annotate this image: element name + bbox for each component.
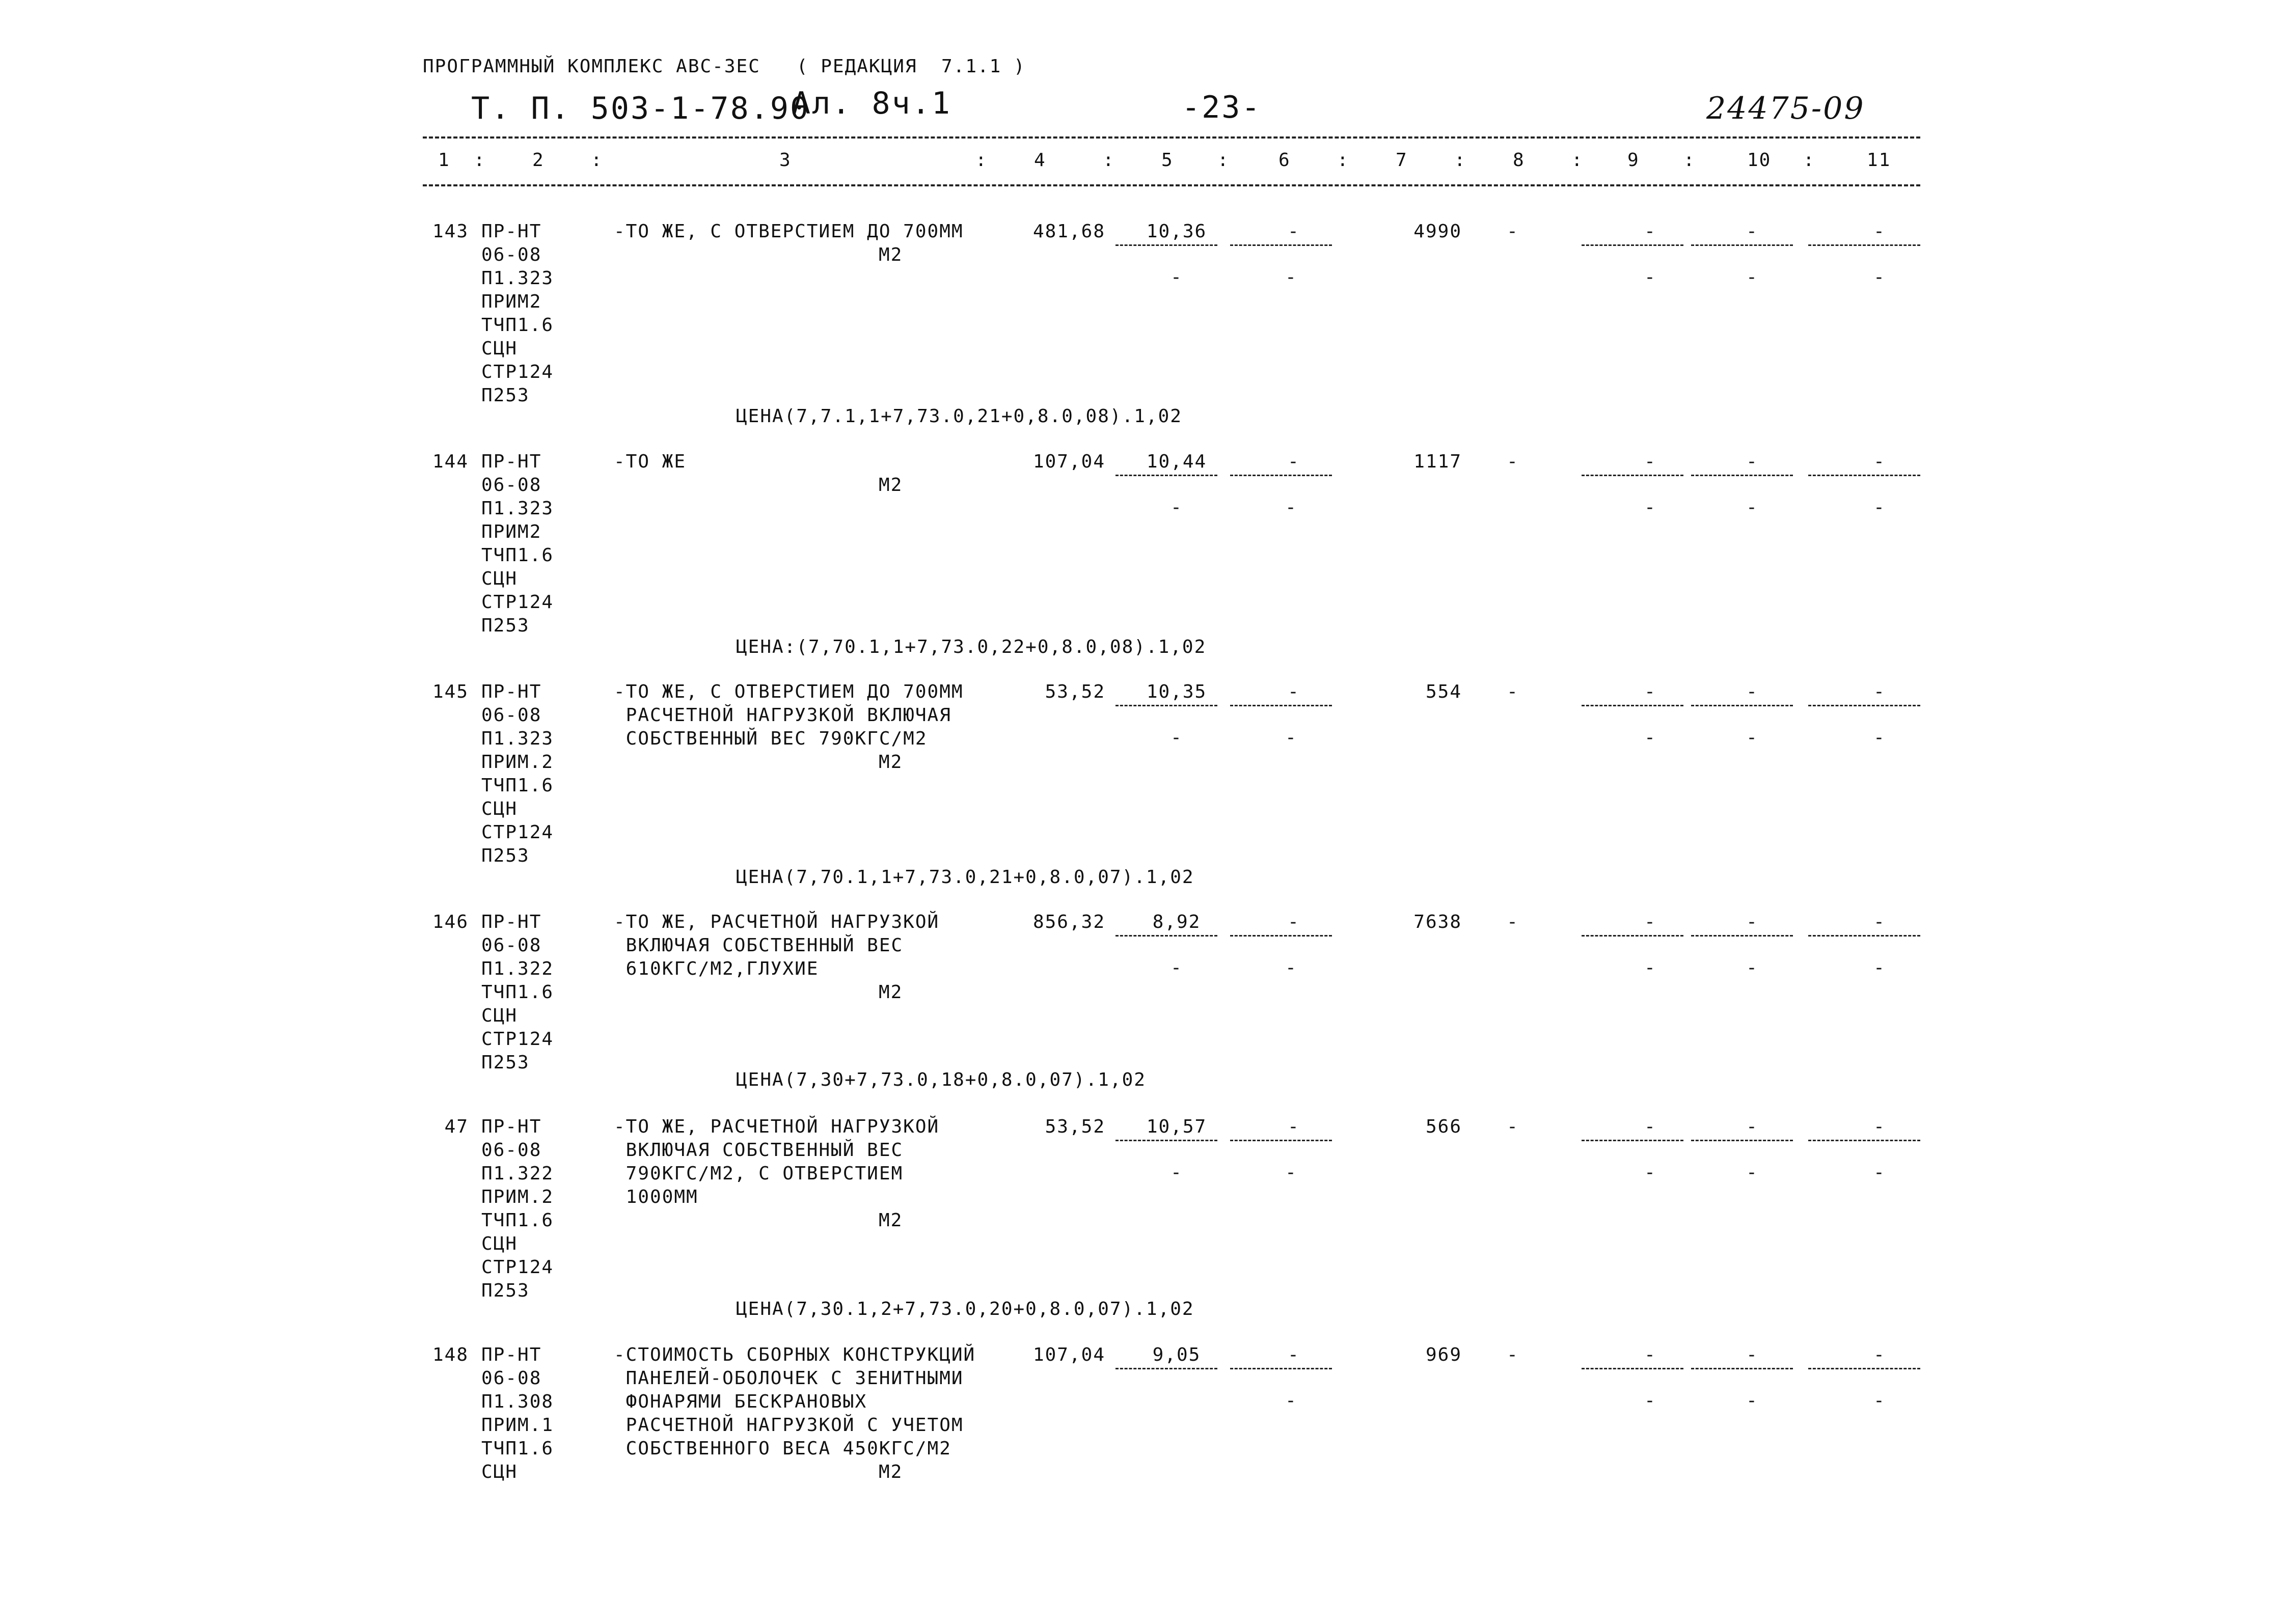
row-code: 06-08	[481, 705, 542, 726]
row-description: 790КГС/М2, С ОТВЕРСТИЕМ	[614, 1163, 904, 1184]
subtotal-rule-col11	[1808, 1140, 1920, 1141]
cell-col9: -	[1644, 451, 1656, 472]
row-code: 06-08	[481, 244, 542, 265]
subtotal-rule-col10	[1691, 1368, 1793, 1369]
row-description: ВКЛЮЧАЯ СОБСТВЕННЫЙ ВЕС	[614, 935, 904, 956]
column-separator: :	[1683, 150, 1696, 171]
row-description: -ТО ЖЕ	[614, 451, 687, 472]
row-number: 146	[432, 912, 469, 932]
row-code: П253	[481, 615, 530, 636]
row-code: ПР-НТ	[481, 221, 542, 242]
row-code: П253	[481, 385, 530, 406]
cell-col8: -	[1507, 451, 1519, 472]
row-description: -ТО ЖЕ, С ОТВЕРСТИЕМ ДО 700ММ	[614, 681, 964, 702]
subtotal-rule-col10	[1691, 1140, 1793, 1141]
subtotal-rule-col9	[1582, 475, 1683, 476]
subtotal-col11: -	[1873, 267, 1886, 288]
row-code: ПРИМ.1	[481, 1415, 554, 1436]
subtotal-col5: -	[1171, 957, 1183, 978]
subtotal-col9: -	[1644, 957, 1656, 978]
row-code: ПРИМ2	[481, 291, 542, 312]
column-separator: :	[975, 150, 988, 171]
column-separator: :	[1571, 150, 1584, 171]
price-formula: ЦЕНА(7,7.1,1+7,73.0,21+0,8.0,08).1,02	[736, 406, 1182, 427]
cell-col9: -	[1644, 681, 1656, 702]
cell-col7: 554	[1425, 681, 1462, 702]
subtotal-col9: -	[1644, 727, 1656, 748]
row-code: СЦН	[481, 1233, 518, 1254]
row-code: ПР-НТ	[481, 451, 542, 472]
subtotal-col6: -	[1285, 957, 1297, 978]
subtotal-col10: -	[1746, 727, 1758, 748]
cell-col8: -	[1507, 221, 1519, 242]
subtotal-rule-col9	[1582, 935, 1683, 937]
row-code: СТР124	[481, 822, 554, 843]
column-header-7: 7	[1396, 150, 1408, 171]
subtotal-rule-col6	[1230, 244, 1332, 246]
row-code: 06-08	[481, 935, 542, 956]
subtotal-col11: -	[1873, 727, 1886, 748]
row-unit: М2	[879, 1210, 903, 1231]
subtotal-col10: -	[1746, 497, 1758, 518]
price-formula: ЦЕНА(7,70.1,1+7,73.0,21+0,8.0,07).1,02	[736, 867, 1194, 888]
subtotal-col9: -	[1644, 1162, 1656, 1183]
cell-col4: 481,68	[1032, 221, 1105, 242]
subtotal-col5: -	[1171, 1162, 1183, 1183]
subtotal-rule-col9	[1582, 1368, 1683, 1369]
cell-col7: 969	[1425, 1344, 1462, 1365]
subtotal-rule-col11	[1808, 475, 1920, 476]
row-code: П1.322	[481, 958, 554, 979]
cell-col8: -	[1507, 681, 1519, 702]
project-code: Т. П. 503-1-78.90	[471, 91, 810, 126]
row-code: П1.308	[481, 1391, 554, 1412]
column-header-2: 2	[532, 150, 545, 171]
row-code: П1.322	[481, 1163, 554, 1184]
row-unit: М2	[879, 982, 903, 1003]
subtotal-col11: -	[1873, 1390, 1886, 1411]
subtotal-rule-col10	[1691, 935, 1793, 937]
row-unit: М2	[879, 1462, 903, 1482]
subtotal-rule-col6	[1230, 1140, 1332, 1141]
row-code: ТЧП1.6	[481, 545, 554, 566]
cell-col5: 10,36	[1146, 221, 1207, 242]
cell-col7: 7638	[1413, 912, 1462, 932]
subtotal-rule-col5	[1115, 1140, 1217, 1141]
cell-col11: -	[1873, 1116, 1886, 1137]
row-unit: М2	[879, 752, 903, 773]
row-code: СТР124	[481, 1257, 554, 1278]
cell-col6: -	[1288, 451, 1300, 472]
row-description: -ТО ЖЕ, РАСЧЕТНОЙ НАГРУЗКОЙ	[614, 912, 940, 932]
row-code: СТР124	[481, 592, 554, 613]
subtotal-rule-col11	[1808, 1368, 1920, 1369]
row-description: РАСЧЕТНОЙ НАГРУЗКОЙ С УЧЕТОМ	[614, 1415, 964, 1436]
row-code: П1.323	[481, 268, 554, 289]
cell-col8: -	[1507, 1344, 1519, 1365]
column-header-3: 3	[779, 150, 792, 171]
row-code: ПРИМ.2	[481, 1187, 554, 1207]
row-code: ПР-НТ	[481, 1116, 542, 1137]
subtotal-rule-col5	[1115, 705, 1217, 706]
subtotal-col9: -	[1644, 1390, 1656, 1411]
column-header-5: 5	[1161, 150, 1174, 171]
subtotal-rule-col5	[1115, 244, 1217, 246]
cell-col6: -	[1288, 221, 1300, 242]
subtotal-col11: -	[1873, 1162, 1886, 1183]
price-formula: ЦЕНА(7,30.1,2+7,73.0,20+0,8.0,07).1,02	[736, 1299, 1194, 1319]
row-code: СТР124	[481, 1029, 554, 1050]
cell-col10: -	[1746, 912, 1758, 932]
cell-col4: 107,04	[1032, 451, 1105, 472]
row-description: СОБСТВЕННОГО ВЕСА 450КГС/М2	[614, 1438, 951, 1459]
cell-col6: -	[1288, 1344, 1300, 1365]
column-header-6: 6	[1278, 150, 1291, 171]
row-code: П1.323	[481, 498, 554, 519]
cell-col9: -	[1644, 912, 1656, 932]
subtotal-rule-col9	[1582, 244, 1683, 246]
row-code: СЦН	[481, 1005, 518, 1026]
cell-col9: -	[1644, 1344, 1656, 1365]
subtotal-col10: -	[1746, 267, 1758, 288]
row-code: 06-08	[481, 1368, 542, 1389]
subtotal-rule-col9	[1582, 705, 1683, 706]
cell-col11: -	[1873, 221, 1886, 242]
row-description: ПАНЕЛЕЙ-ОБОЛОЧЕК С ЗЕНИТНЫМИ	[614, 1368, 964, 1389]
cell-col10: -	[1746, 1344, 1758, 1365]
cell-col5: 10,44	[1146, 451, 1207, 472]
row-code: 06-08	[481, 1140, 542, 1161]
row-code: ТЧП1.6	[481, 1438, 554, 1459]
cell-col8: -	[1507, 1116, 1519, 1137]
cell-col10: -	[1746, 451, 1758, 472]
cell-col7: 1117	[1413, 451, 1462, 472]
archive-number: 24475-09	[1706, 91, 1865, 126]
subtotal-col11: -	[1873, 957, 1886, 978]
row-code: СТР124	[481, 362, 554, 382]
cell-col4: 53,52	[1045, 681, 1105, 702]
row-code: 06-08	[481, 475, 542, 496]
column-separator: :	[1103, 150, 1115, 171]
subtotal-col6: -	[1285, 1390, 1297, 1411]
subtotal-rule-col10	[1691, 244, 1793, 246]
subtotal-col5: -	[1171, 267, 1183, 288]
row-description: 1000ММ	[614, 1187, 698, 1207]
row-number: 47	[444, 1116, 469, 1137]
subtotal-rule-col6	[1230, 935, 1332, 937]
row-code: СЦН	[481, 338, 518, 359]
cell-col5: 9,05	[1152, 1344, 1201, 1365]
subtotal-col10: -	[1746, 957, 1758, 978]
row-unit: М2	[879, 475, 903, 496]
row-description: РАСЧЕТНОЙ НАГРУЗКОЙ ВКЛЮЧАЯ	[614, 705, 951, 726]
subtotal-col5: -	[1171, 497, 1183, 518]
header-rule-bottom	[423, 184, 1920, 186]
row-code: ТЧП1.6	[481, 775, 554, 796]
subtotal-col6: -	[1285, 727, 1297, 748]
row-code: ТЧП1.6	[481, 1210, 554, 1231]
row-unit: М2	[879, 244, 903, 265]
cell-col7: 4990	[1413, 221, 1462, 242]
cell-col5: 10,35	[1146, 681, 1207, 702]
cell-col10: -	[1746, 681, 1758, 702]
column-header-10: 10	[1747, 150, 1772, 171]
column-separator: :	[1217, 150, 1230, 171]
column-header-4: 4	[1034, 150, 1046, 171]
cell-col4: 53,52	[1045, 1116, 1105, 1137]
row-code: П253	[481, 1280, 530, 1301]
row-description: -ТО ЖЕ, РАСЧЕТНОЙ НАГРУЗКОЙ	[614, 1116, 940, 1137]
cell-col8: -	[1507, 912, 1519, 932]
row-code: П253	[481, 845, 530, 866]
subtotal-col6: -	[1285, 497, 1297, 518]
column-header-1: 1	[438, 150, 450, 171]
cell-col4: 856,32	[1032, 912, 1105, 932]
cell-col6: -	[1288, 681, 1300, 702]
column-separator: :	[474, 150, 486, 171]
row-description: ФОНАРЯМИ БЕСКРАНОВЫХ	[614, 1391, 867, 1412]
cell-col11: -	[1873, 1344, 1886, 1365]
cell-col9: -	[1644, 221, 1656, 242]
row-description: ВКЛЮЧАЯ СОБСТВЕННЫЙ ВЕС	[614, 1140, 904, 1161]
cell-col5: 10,57	[1146, 1116, 1207, 1137]
column-header-11: 11	[1867, 150, 1891, 171]
row-code: ПРИМ2	[481, 521, 542, 542]
page-number: -23-	[1182, 90, 1262, 125]
album-label: Ал. 8ч.1	[792, 86, 951, 121]
price-formula: ЦЕНА(7,30+7,73.0,18+0,8.0,07).1,02	[736, 1069, 1146, 1090]
row-description: -ТО ЖЕ, С ОТВЕРСТИЕМ ДО 700ММ	[614, 221, 964, 242]
column-separator: :	[1337, 150, 1349, 171]
subtotal-col10: -	[1746, 1390, 1758, 1411]
row-number: 148	[432, 1344, 469, 1365]
cell-col4: 107,04	[1032, 1344, 1105, 1365]
subtotal-rule-col5	[1115, 475, 1217, 476]
row-code: ПР-НТ	[481, 912, 542, 932]
row-description: 610КГС/М2,ГЛУХИЕ	[614, 958, 819, 979]
subtotal-col11: -	[1873, 497, 1886, 518]
subtotal-col6: -	[1285, 267, 1297, 288]
cell-col7: 566	[1425, 1116, 1462, 1137]
subtotal-rule-col5	[1115, 1368, 1217, 1369]
subtotal-col10: -	[1746, 1162, 1758, 1183]
row-number: 145	[432, 681, 469, 702]
row-code: П1.323	[481, 728, 554, 749]
column-separator: :	[591, 150, 603, 171]
subtotal-rule-col6	[1230, 475, 1332, 476]
row-code: ТЧП1.6	[481, 982, 554, 1003]
row-code: ТЧП1.6	[481, 315, 554, 336]
row-code: СЦН	[481, 568, 518, 589]
subtotal-col6: -	[1285, 1162, 1297, 1183]
subtotal-rule-col9	[1582, 1140, 1683, 1141]
cell-col11: -	[1873, 912, 1886, 932]
cell-col10: -	[1746, 221, 1758, 242]
subtotal-rule-col6	[1230, 705, 1332, 706]
subtotal-rule-col6	[1230, 1368, 1332, 1369]
row-number: 144	[432, 451, 469, 472]
row-code: ПР-НТ	[481, 1344, 542, 1365]
subtotal-rule-col5	[1115, 935, 1217, 937]
subtotal-rule-col10	[1691, 705, 1793, 706]
cell-col11: -	[1873, 681, 1886, 702]
cell-col10: -	[1746, 1116, 1758, 1137]
subtotal-rule-col11	[1808, 244, 1920, 246]
subtotal-rule-col10	[1691, 475, 1793, 476]
price-formula: ЦЕНА:(7,70.1,1+7,73.0,22+0,8.0,08).1,02	[736, 637, 1207, 657]
program-title: ПРОГРАММНЫЙ КОМПЛЕКС АВС-3ЕС ( РЕДАКЦИЯ 7.1.1 )	[423, 56, 1026, 77]
row-number: 143	[432, 221, 469, 242]
row-code: ПРИМ.2	[481, 752, 554, 773]
column-separator: :	[1803, 150, 1815, 171]
column-header-8: 8	[1513, 150, 1525, 171]
row-code: СЦН	[481, 799, 518, 819]
subtotal-col9: -	[1644, 267, 1656, 288]
cell-col5: 8,92	[1152, 912, 1201, 932]
subtotal-col5: -	[1171, 727, 1183, 748]
cell-col9: -	[1644, 1116, 1656, 1137]
subtotal-rule-col11	[1808, 705, 1920, 706]
row-code: ПР-НТ	[481, 681, 542, 702]
subtotal-col9: -	[1644, 497, 1656, 518]
cell-col6: -	[1288, 1116, 1300, 1137]
cell-col11: -	[1873, 451, 1886, 472]
row-description: СОБСТВЕННЫЙ ВЕС 790КГС/М2	[614, 728, 928, 749]
cell-col6: -	[1288, 912, 1300, 932]
column-separator: :	[1454, 150, 1466, 171]
column-header-9: 9	[1627, 150, 1640, 171]
row-description: -СТОИМОСТЬ СБОРНЫХ КОНСТРУКЦИЙ	[614, 1344, 976, 1365]
header-rule-top	[423, 136, 1920, 139]
row-code: СЦН	[481, 1462, 518, 1482]
row-code: П253	[481, 1052, 530, 1073]
subtotal-rule-col11	[1808, 935, 1920, 937]
